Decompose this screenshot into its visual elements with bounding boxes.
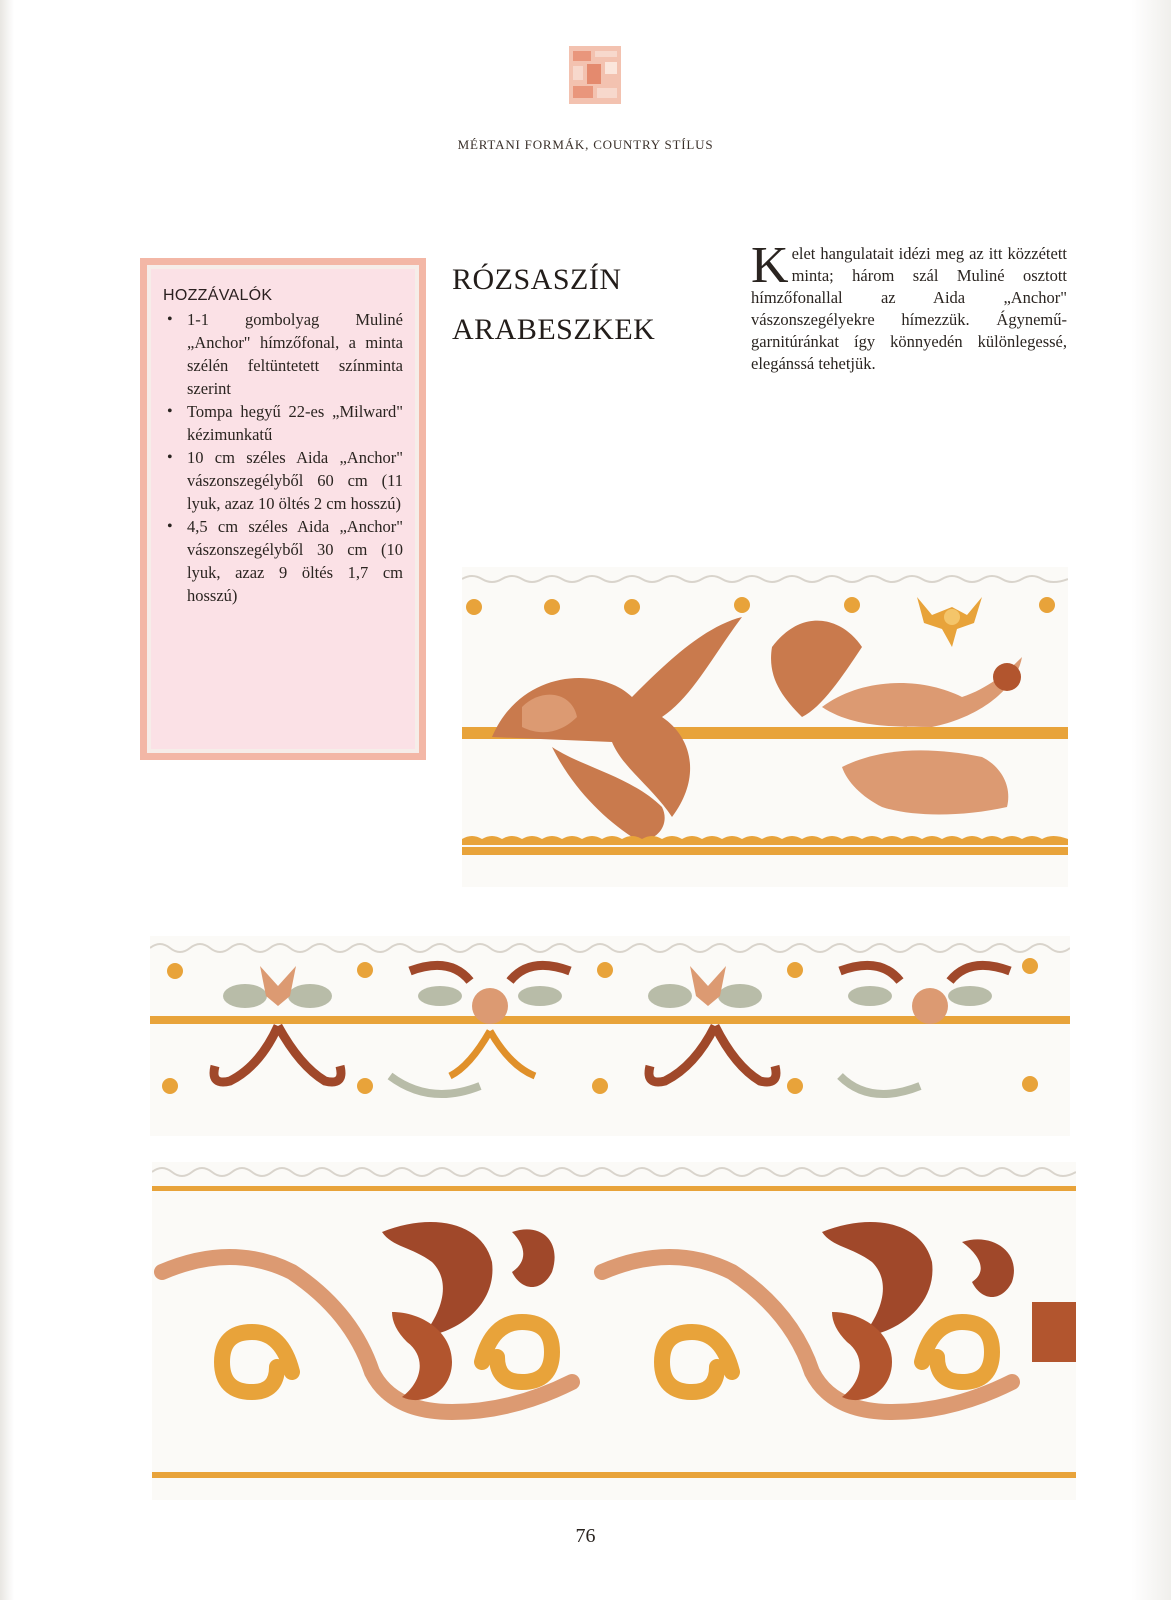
intro-text: elet hangulatait idézi meg az itt közzétett minta; három szál Muliné osztott hímzőfonallal az Aida „Anchor" vászonszegélyekre hímezzük. Ágynemű-garnitúránkat így könnyedén különlegessé, elegánssá tehetjük. [751, 244, 1067, 373]
ingredients-box [140, 258, 426, 760]
floral-band-illustration [462, 567, 1068, 887]
running-head: MÉRTANI FORMÁK, COUNTRY STÍLUS [457, 137, 714, 152]
page-gutter-shadow [0, 0, 14, 1600]
ingredients-list [163, 308, 403, 607]
narrow-band-illustration [150, 936, 1070, 1136]
title-line-1: RÓZSASZÍN [452, 263, 622, 296]
page-number: 76 [575, 1525, 596, 1547]
ingredient-item: • Tompa hegyű 22-es „Milward" kézimunkatű [163, 400, 403, 446]
title-line-2: ARABESZKEK [452, 313, 656, 346]
page-edge-shadow [1131, 0, 1171, 1600]
chapter-logo [569, 46, 621, 104]
ingredient-item: • 1-1 gombolyag Muliné „Anchor" hímzőfonal, a minta szélén feltüntetett színminta szerint [163, 308, 403, 400]
drop-cap: K [751, 237, 789, 294]
ingredients-title: HOZZÁVALÓK [163, 287, 273, 304]
ingredient-item: • 10 cm széles Aida „Anchor" vászonszegélyből 60 cm (11 lyuk, azaz 10 öltés 2 cm hosszú) [163, 446, 403, 515]
embroidery-photo-narrow-band [150, 936, 1070, 1136]
intro-paragraph [751, 237, 1067, 375]
pink-geometric-logo-icon [569, 46, 621, 104]
embroidery-photo-scroll-band [152, 1162, 1076, 1500]
ingredient-item: • 4,5 cm széles Aida „Anchor" vászonszegélyből 30 cm (10 lyuk, azaz 9 öltés 1,7 cm hosszú) [163, 515, 403, 607]
article-title [452, 255, 712, 355]
ingredients-panel [151, 269, 415, 749]
scroll-band-illustration [152, 1162, 1076, 1500]
embroidery-photo-floral-band [462, 567, 1068, 887]
